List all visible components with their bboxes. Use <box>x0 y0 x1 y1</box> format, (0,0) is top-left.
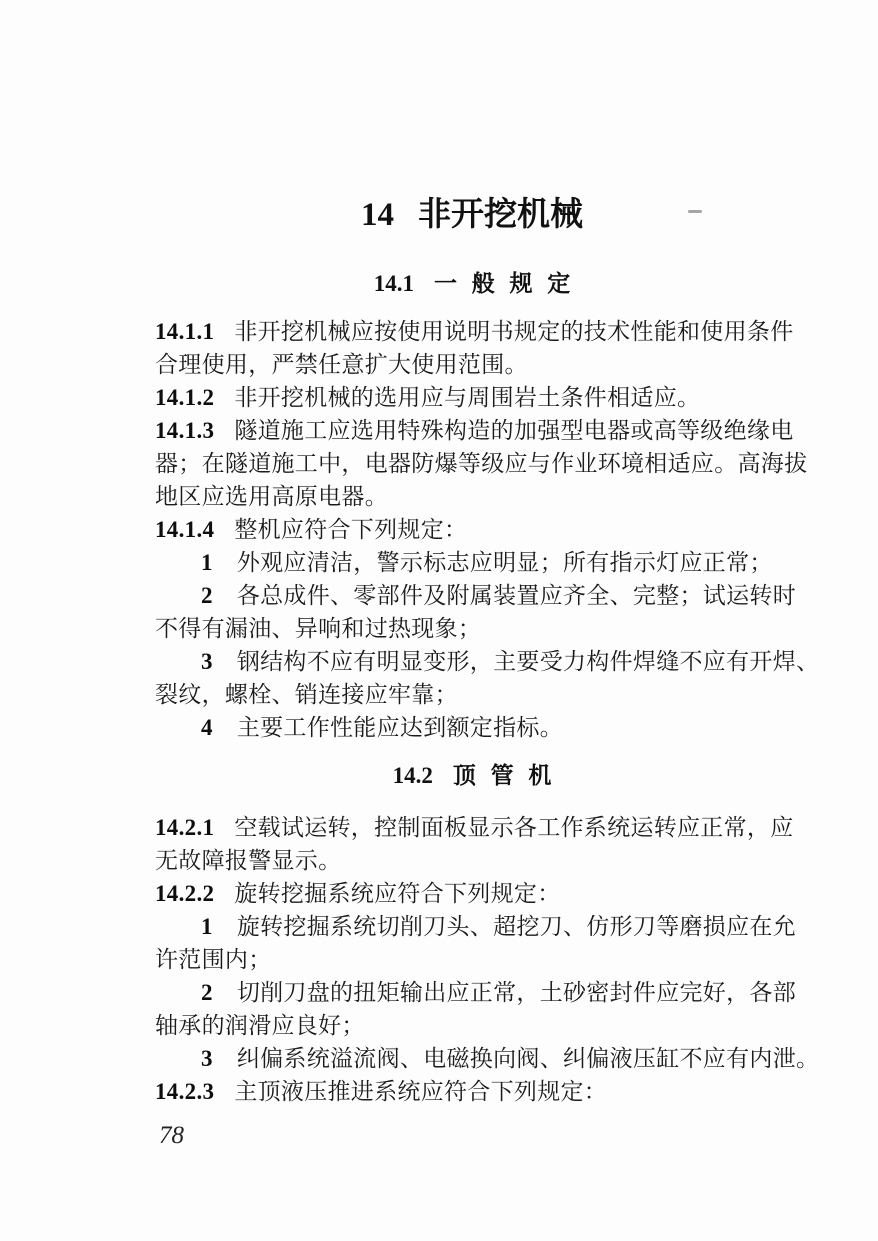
clause-number: 14.1.3 <box>155 418 215 443</box>
section-body-14-2 <box>155 811 820 1108</box>
clause-number: 14.2.2 <box>155 881 215 906</box>
clause-line: 无故障报警显示。 <box>155 848 342 873</box>
list-item-1 <box>155 910 797 976</box>
item-line <box>155 976 797 1009</box>
clause-14-2-3 <box>155 1075 789 1108</box>
item-number: 2 <box>201 583 213 608</box>
clause-line <box>155 315 794 348</box>
clause-line: 器；在隧道施工中，电器防爆等级应与作业环境相适应。高海拔 <box>155 451 808 476</box>
clause-text: 隧道施工应选用特殊构造的加强型电器或高等级绝缘电 <box>234 418 794 443</box>
clause-line <box>155 381 789 414</box>
clause-line <box>155 414 794 447</box>
list-item-4 <box>155 711 789 744</box>
clause-number: 14.2.1 <box>155 815 215 840</box>
item-line <box>155 546 789 579</box>
item-text: 主要工作性能应达到额定指标。 <box>236 715 564 740</box>
item-number: 3 <box>201 1046 213 1071</box>
item-number: 1 <box>201 914 213 939</box>
clause-text: 非开挖机械应按使用说明书规定的技术性能和使用条件 <box>234 319 794 344</box>
section-body-14-1 <box>155 315 820 744</box>
item-line <box>155 1042 820 1075</box>
item-text: 切削刀盘的扭矩输出应正常，土砂密封件应完好，各部 <box>236 980 797 1005</box>
clause-line <box>155 1075 789 1108</box>
clause-line <box>155 513 789 546</box>
section-heading-14-1 <box>155 270 789 298</box>
section-title: 一 般 规 定 <box>434 271 571 296</box>
item-number: 3 <box>201 649 213 674</box>
clause-number: 14.1.2 <box>155 385 215 410</box>
item-line: 不得有漏油、异响和过热现象； <box>155 616 482 641</box>
clause-14-1-1 <box>155 315 794 381</box>
item-text: 纠偏系统溢流阀、电磁换向阀、纠偏液压缸不应有内泄。 <box>236 1046 820 1071</box>
item-line <box>155 711 789 744</box>
item-text: 各总成件、零部件及附属装置应齐全、完整；试运转时 <box>236 583 797 608</box>
clause-text: 主顶液压推进系统应符合下列规定： <box>234 1079 608 1104</box>
item-text: 钢结构不应有明显变形，主要受力构件焊缝不应有开焊、 <box>236 649 820 674</box>
item-text: 外观应清洁，警示标志应明显；所有指示灯应正常； <box>236 550 773 575</box>
chapter-title: 非开挖机械 <box>418 197 583 233</box>
item-number: 1 <box>201 550 213 575</box>
clause-14-2-1 <box>155 811 794 877</box>
item-line: 许范围内； <box>155 947 272 972</box>
clause-line <box>155 877 789 910</box>
page-number: 78 <box>159 1122 184 1149</box>
clause-text: 旋转挖掘系统应符合下列规定： <box>234 881 561 906</box>
section-number: 14.2 <box>392 763 433 788</box>
item-number: 2 <box>201 980 213 1005</box>
clause-line: 合理使用，严禁任意扩大使用范围。 <box>155 352 528 377</box>
page-content <box>155 0 820 1151</box>
list-item-2 <box>155 976 797 1042</box>
clause-14-1-4 <box>155 513 789 546</box>
clause-14-1-3 <box>155 414 808 513</box>
item-line <box>155 910 797 943</box>
list-item-3 <box>155 645 820 711</box>
clause-text: 非开挖机械的选用应与周围岩土条件相适应。 <box>234 385 701 410</box>
chapter-number: 14 <box>361 197 394 233</box>
item-line: 裂纹，螺栓、销连接应牢靠； <box>155 682 458 707</box>
clause-number: 14.1.1 <box>155 319 215 344</box>
clause-text: 整机应符合下列规定： <box>234 517 468 542</box>
item-text: 旋转挖掘系统切削刀头、超挖刀、仿形刀等磨损应在允 <box>236 914 797 939</box>
section-heading-14-2 <box>155 762 789 790</box>
item-line <box>155 579 797 612</box>
clause-line <box>155 811 794 844</box>
item-number: 4 <box>201 715 213 740</box>
list-item-2 <box>155 579 797 645</box>
list-item-3 <box>155 1042 820 1075</box>
clause-14-1-2 <box>155 381 789 414</box>
item-line: 轴承的润滑应良好； <box>155 1013 365 1038</box>
clause-number: 14.1.4 <box>155 517 215 542</box>
section-number: 14.1 <box>373 271 414 296</box>
clause-line: 地区应选用高原电器。 <box>155 484 388 509</box>
item-line <box>155 645 820 678</box>
clause-number: 14.2.3 <box>155 1079 215 1104</box>
clause-14-2-2 <box>155 877 789 910</box>
list-item-1 <box>155 546 789 579</box>
clause-text: 空载试运转，控制面板显示各工作系统运转应正常，应 <box>234 815 794 840</box>
section-title: 顶 管 机 <box>452 763 552 788</box>
chapter-heading <box>155 196 789 234</box>
